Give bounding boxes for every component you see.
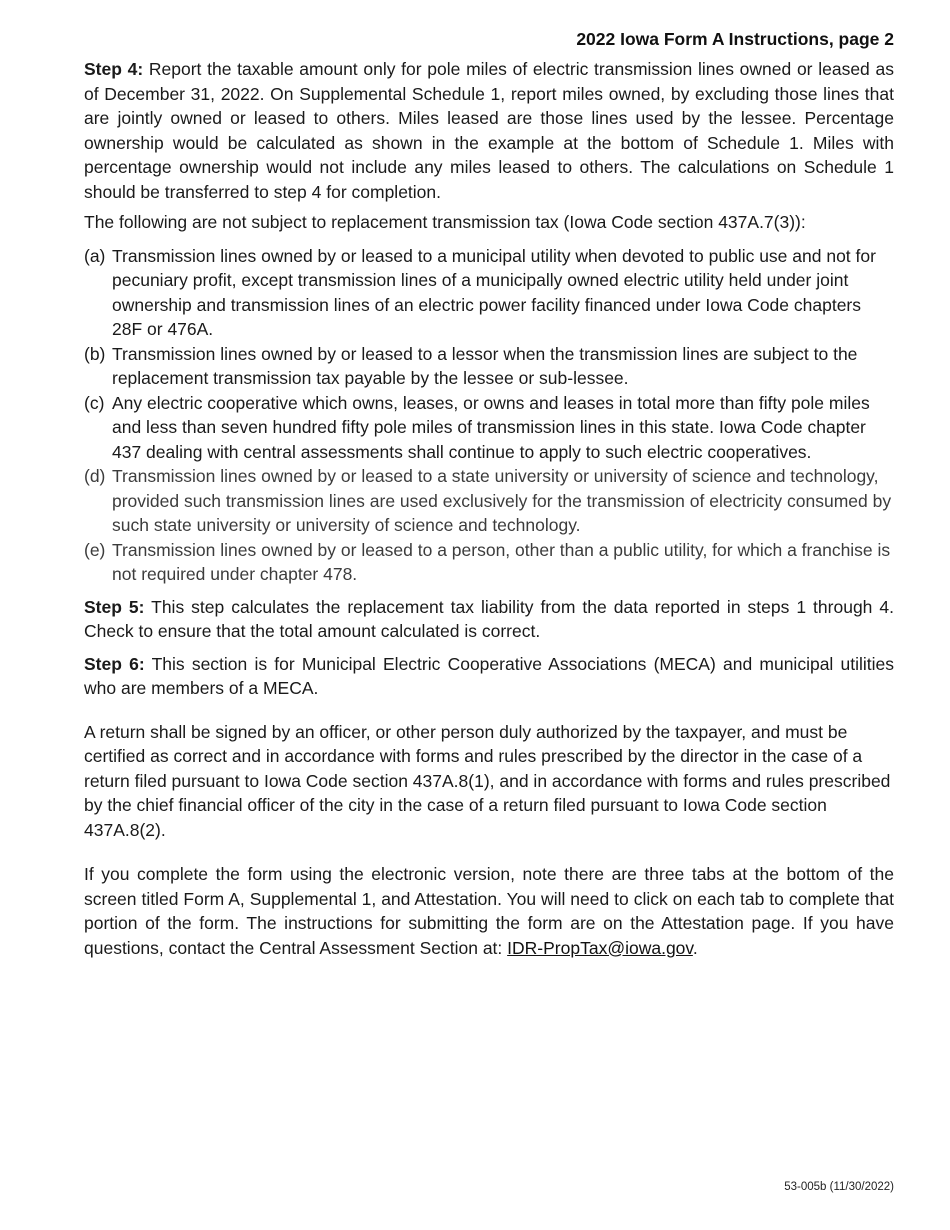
exemption-letter: (e) xyxy=(84,539,106,560)
electronic-version-end: . xyxy=(692,937,698,958)
exemption-letter: (d) xyxy=(84,466,106,486)
exemption-letter: (b) xyxy=(84,343,106,364)
exemption-text: Transmission lines owned by or leased to a lessor when the transmission lines are subject to the replacement transmission tax payable by the lessee or sub-lessee. xyxy=(112,343,858,388)
electronic-version-text: If you complete the form using the electronic version, note there are three tabs at the bottom of the screen titled Form A, Supplemental 1, and Attestation. You will need to click on each tab to complete that portion of the form. The instructions for submitting the form are on the Attestation page. If you have questions, contact the Central Assessment Section at: xyxy=(84,864,894,958)
exemption-text: Transmission lines owned by or leased to a state university or university of science and technology, provided such transmission lines are used exclusively for the transmission of electricity consumed by such state university or university of science and technology. xyxy=(112,466,892,535)
step-4-label: Step 4: xyxy=(84,59,144,79)
exemption-item-a xyxy=(84,244,894,342)
exemption-item-c xyxy=(84,391,894,465)
exemption-item-b xyxy=(84,342,894,391)
step-6-paragraph xyxy=(84,652,894,701)
step-5-paragraph xyxy=(84,595,894,644)
exemption-text: Transmission lines owned by or leased to a person, other than a public utility, for which a franchise is not required under chapter 478. xyxy=(112,539,891,584)
contact-email-link[interactable]: IDR-PropTax@iowa.gov xyxy=(507,937,693,958)
exemption-letter: (c) xyxy=(84,392,105,413)
electronic-version-paragraph xyxy=(84,862,894,960)
exemption-item-e xyxy=(84,538,894,587)
exemption-item-d xyxy=(84,464,894,538)
exemption-text: Any electric cooperative which owns, leases, or owns and leases in total more than fifty pole miles and less than seven hundred fifty pole miles of transmission lines in this state. Iowa Code chapter 437 dealing with central assessments shall continue to apply to such electric cooperatives. xyxy=(112,392,870,462)
page-header-title: 2022 Iowa Form A Instructions, page 2 xyxy=(576,29,894,49)
step-5-text: This step calculates the replacement tax liability from the data reported in steps 1 through 4. Check to ensure that the total amount calculated is correct. xyxy=(84,596,894,641)
signature-paragraph: A return shall be signed by an officer, or other person duly authorized by the taxpayer, and must be certified as correct and in accordance with forms and rules prescribed by the director in the case of a return filed pursuant to Iowa Code section 437A.8(1), and in accordance with forms and rules prescribed by the chief financial officer of the city in the case of a return filed pursuant to Iowa Code section 437A.8(2). xyxy=(84,721,891,840)
step-4-paragraph xyxy=(84,57,894,204)
step-4-text: Report the taxable amount only for pole miles of electric transmission lines owned or leased as of December 31, 2022. On Supplemental Schedule 1, report miles owned, by excluding those lines that are jointly owned or leased to others. Miles leased are those lines used by the lessee. Percentage ownership would be calculated as shown in the example at the bottom of Schedule 1. Miles with percentage ownership would not include any miles leased to others. The calculations on Schedule 1 should be transferred to step 4 for completion. xyxy=(84,59,894,202)
document-page xyxy=(84,28,894,960)
exemption-letter: (a) xyxy=(84,245,106,266)
step-6-label: Step 6: xyxy=(84,653,145,674)
form-number: 53-005b (11/30/2022) xyxy=(784,1181,894,1193)
exemptions-list xyxy=(84,244,894,587)
exemption-text: Transmission lines owned by or leased to a municipal utility when devoted to public use and not for pecuniary profit, except transmission lines of a municipally owned electric utility held under joint ownership and transmission lines of an electric power facility financed under Iowa Code chapters 28F or 476A. xyxy=(112,245,876,339)
exemptions-intro: The following are not subject to replacement transmission tax (Iowa Code section 437A.7(3)): xyxy=(84,212,806,232)
step-6-text: This section is for Municipal Electric Cooperative Associations (MECA) and municipal utilities who are members of a MECA. xyxy=(84,653,894,698)
step-5-label: Step 5: xyxy=(84,596,145,617)
